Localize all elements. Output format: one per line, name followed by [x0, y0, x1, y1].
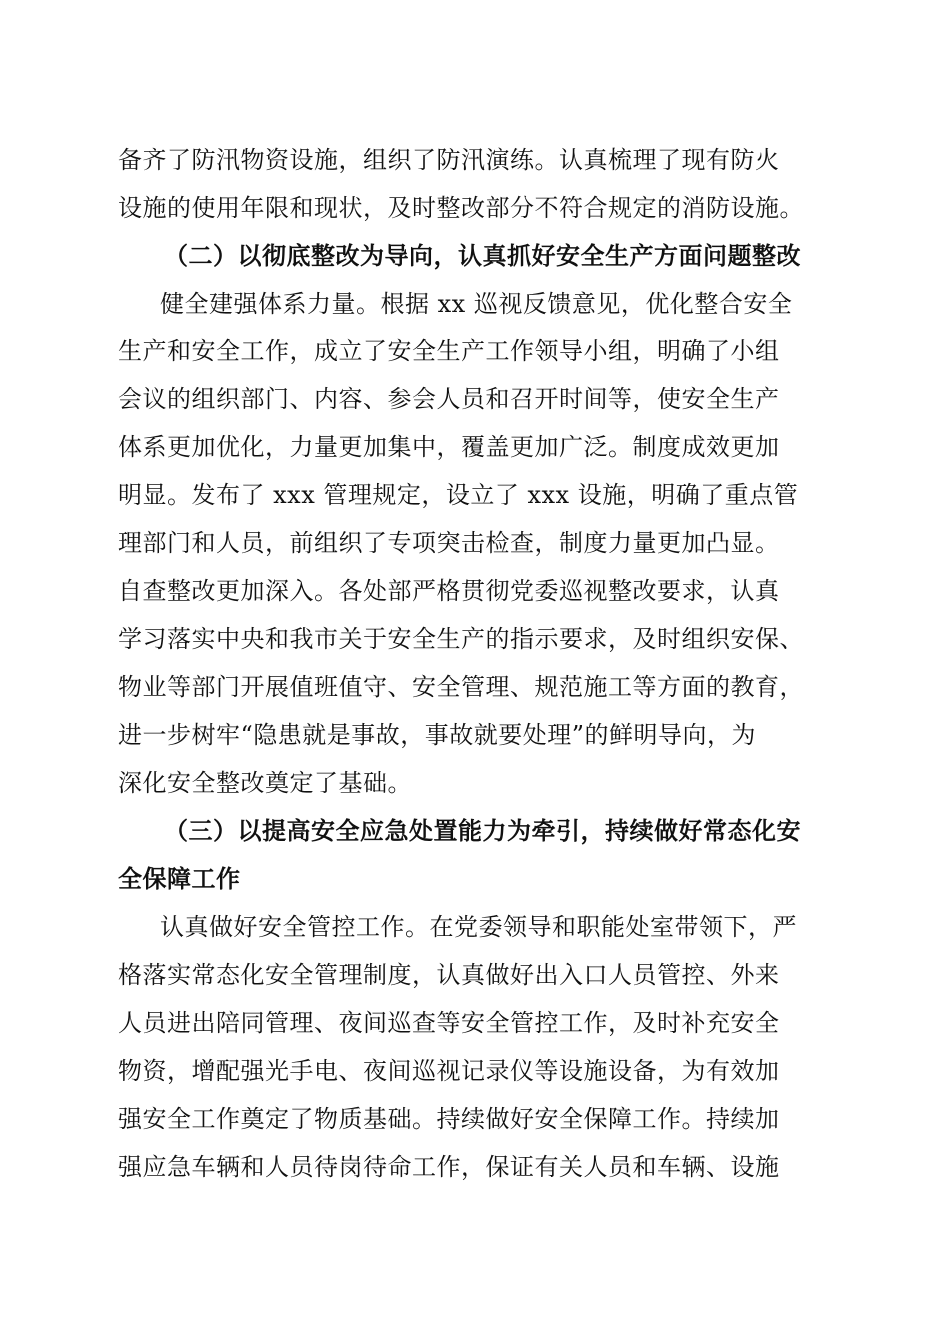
body-text-line: 健全建强体系力量。根据 xx 巡视反馈意见，优化整合安全: [160, 290, 793, 318]
section-heading-3-continued: 全保障工作: [118, 864, 241, 893]
body-text-line: 明显。发布了 xxx 管理规定，设立了 xxx 设施，明确了重点管: [118, 481, 799, 509]
body-text-line: 理部门和人员，前组织了专项突击检查，制度力量更加凸显。: [118, 529, 780, 557]
body-text-line: 强应急车辆和人员待岗待命工作，保证有关人员和车辆、设施: [118, 1153, 780, 1181]
body-text-line: 格落实常态化安全管理制度，认真做好出入口人员管控、外来: [118, 961, 780, 989]
body-text-line: 进一步树牢“隐患就是事故，事故就要处理”的鲜明导向，为: [118, 721, 757, 749]
body-text-line: 备齐了防汛物资设施，组织了防汛演练。认真梳理了现有防火: [118, 146, 780, 174]
body-text-line: 设施的使用年限和现状，及时整改部分不符合规定的消防设施。: [118, 194, 804, 222]
body-text-line: 认真做好安全管控工作。在党委领导和职能处室带领下，严: [160, 913, 797, 941]
section-heading-2: （二）以彻底整改为导向，认真抓好安全生产方面问题整改: [164, 241, 801, 270]
body-text-line: 物业等部门开展值班值守、安全管理、规范施工等方面的教育，: [118, 673, 804, 701]
body-text-line: 体系更加优化，力量更加集中，覆盖更加广泛。制度成效更加: [118, 433, 780, 461]
body-text-line: 深化安全整改奠定了基础。: [118, 769, 412, 797]
body-text-line: 生产和安全工作，成立了安全生产工作领导小组，明确了小组: [118, 337, 780, 365]
body-text-line: 会议的组织部门、内容、参会人员和召开时间等，使安全生产: [118, 385, 780, 413]
section-heading-3: （三）以提高安全应急处置能力为牵引，持续做好常态化安: [164, 816, 801, 845]
body-text-line: 强安全工作奠定了物质基础。持续做好安全保障工作。持续加: [118, 1105, 780, 1133]
body-text-line: 自查整改更加深入。各处部严格贯彻党委巡视整改要求，认真: [118, 577, 780, 605]
body-text-line: 人员进出陪同管理、夜间巡查等安全管控工作，及时补充安全: [118, 1009, 780, 1037]
body-text-line: 学习落实中央和我市关于安全生产的指示要求，及时组织安保、: [118, 625, 804, 653]
body-text-line: 物资，增配强光手电、夜间巡视记录仪等设施设备，为有效加: [118, 1057, 780, 1085]
